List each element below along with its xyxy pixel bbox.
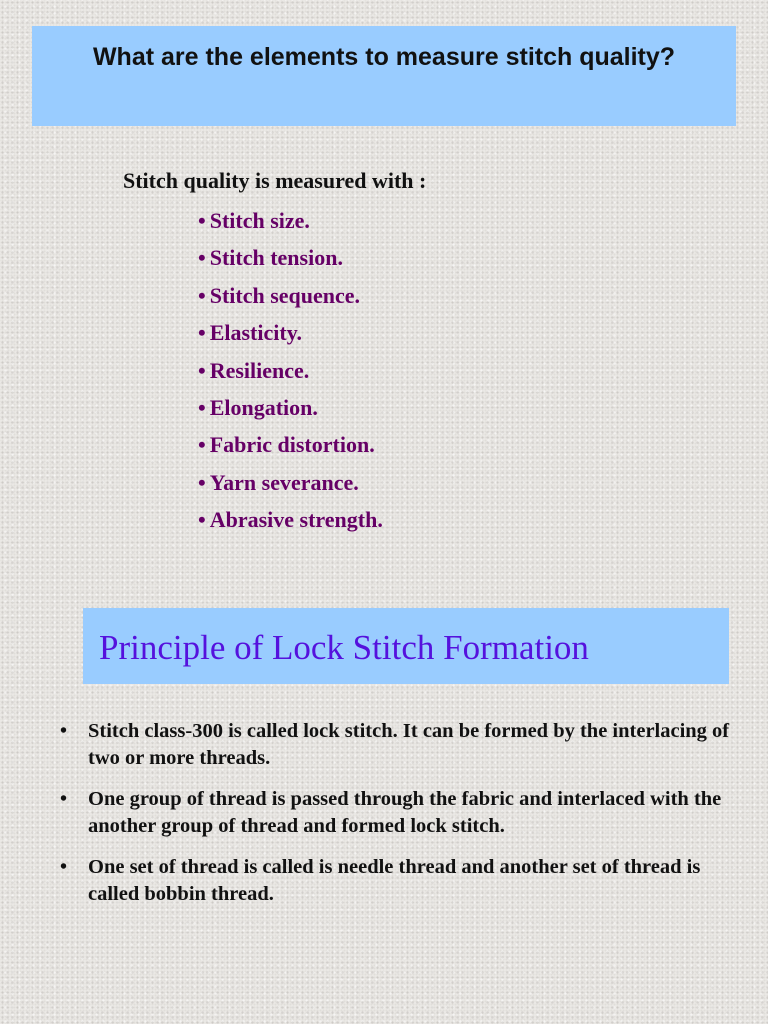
bullet-icon: • [198,320,206,346]
list-item-label: Fabric distortion. [209,432,375,458]
list-item-text: Stitch class-300 is called lock stitch. It can be formed by the interlacing of two or more threads. [88,720,730,769]
list-item [60,854,740,908]
list-item [60,718,740,772]
bullet-icon: • [198,507,206,533]
title-banner [83,608,729,684]
list-item-label: Elasticity. [209,320,302,346]
slide-title: Principle of Lock Stitch Formation [99,628,589,667]
title-banner [32,26,736,126]
bullet-icon: • [198,245,206,271]
list-item-label: Elongation. [209,394,318,420]
list-item [198,204,383,241]
slide-lock-stitch [0,600,768,1024]
list-item-label: Abrasive strength. [209,507,383,533]
list-item-label: Yarn severance. [209,469,359,495]
quality-element-list [198,204,383,541]
bullet-icon: • [198,469,206,495]
list-item [198,428,383,465]
list-item [198,354,383,391]
list-item [60,786,740,840]
list-item [198,279,383,316]
bullet-icon: • [60,788,68,810]
slide-title: What are the elements to measure stitch quality? [92,43,676,71]
intro-text: Stitch quality is measured with : [123,168,427,193]
list-item [198,241,383,278]
bullet-icon: • [198,394,206,420]
bullet-icon: • [60,856,68,878]
list-item-text: One group of thread is passed through the fabric and interlaced with the another group of thread and formed lock stitch. [88,788,722,837]
bullet-icon: • [198,208,206,233]
list-item [198,391,383,428]
list-item-label: Resilience. [209,357,310,383]
list-item [198,316,383,353]
list-item [198,503,383,540]
list-item-label: Stitch sequence. [209,282,361,308]
list-item-label: Stitch tension. [209,245,343,271]
list-item-text: One set of thread is called is needle thread and another set of thread is called bobbin thread. [88,856,701,905]
list-item-label: Stitch size. [209,208,310,233]
bullet-icon: • [60,720,68,742]
bullet-icon: • [198,432,206,458]
principle-point-list [60,718,740,922]
bullet-icon: • [198,282,206,308]
bullet-icon: • [198,357,206,383]
list-item [198,466,383,503]
